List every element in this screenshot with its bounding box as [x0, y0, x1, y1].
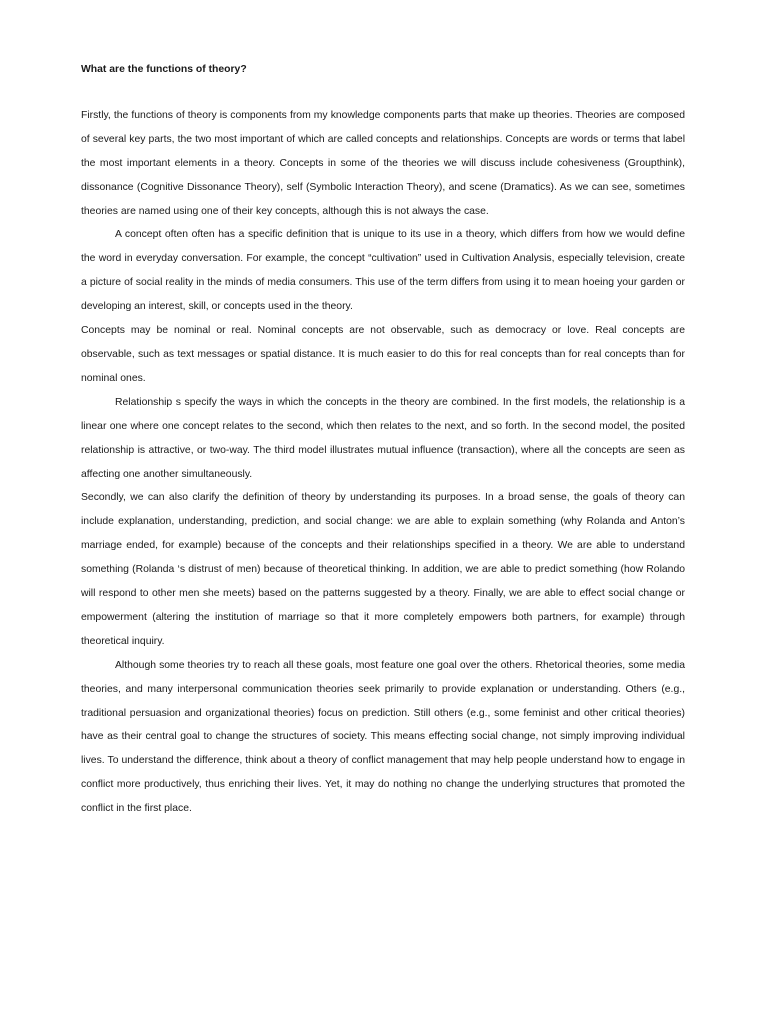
paragraph-1: Firstly, the functions of theory is components from my knowledge components parts that make up theories. Theories are composed of several key parts, the two most important of which are called concepts and relationships. Concepts are words or terms that label the most important elements in a theory. Concepts in some of the theories we will discuss include cohesiveness (Groupthink), dissonance (Cognitive Dissonance Theory), self (Symbolic Interaction Theory), and scene (Dramatics). As we can see, sometimes theories are named using one of their key concepts, although this is not always the case.	[81, 109, 685, 217]
paragraph-3: Concepts may be nominal or real. Nominal concepts are not observable, such as democracy or love. Real concepts are observable, such as text messages or spatial distance. It is much easier to do this for real concepts than for real concepts than for nominal ones.	[81, 325, 685, 384]
document-title: What are the functions of theory?	[81, 64, 247, 75]
paragraph-2: A concept often often has a specific definition that is unique to its use in a theory, which differs from how we would define the word in everyday conversation. For example, the concept “cultivation” used in Cultivation Analysis, especially television, create a picture of social reality in the minds of media consumers. This use of the term differs from using it to mean hoeing your garden or developing an interest, skill, or concepts used in the theory.	[81, 229, 685, 313]
title-spacer	[81, 82, 685, 104]
paragraph-6: Although some theories try to reach all these goals, most feature one goal over the others. Rhetorical theories, some media theories, and many interpersonal communication theories seek primarily to provide explanation or understanding. Others (e.g., traditional persuasion and organizational theories) focus on prediction. Still others (e.g., some feminist and other critical theories) have as their central goal to change the structures of society. This means effecting social change, not simply improving individual lives. To understand the difference, think about a theory of conflict management that may help people understand how to engage in conflict more productively, thus enriching their lives. Yet, it may do nothing no change the underlying structures that promoted the conflict in the first place.	[81, 659, 685, 815]
paragraph-4: Relationship s specify the ways in which the concepts in the theory are combined. In the first models, the relationship is a linear one where one concept relates to the second, which then relates to the next, and so forth. In the second model, the posited relationship is attractive, or two-way. The third model illustrates mutual influence (transaction), where all the concepts are seen as affecting one another simultaneously.	[81, 396, 685, 480]
paragraph-5: Secondly, we can also clarify the definition of theory by understanding its purposes. In a broad sense, the goals of theory can include explanation, understanding, prediction, and social change: we are able to explain something (why Rolanda and Anton’s marriage ended, for example) because of the concepts and their relationships specified in a theory. We are able to understand something (Rolanda ‘s distrust of men) because of theoretical thinking. In addition, we are able to predict something (how Rolando will respond to other men she meets) based on the patterns suggested by a theory. Finally, we are able to effect social change or empowerment (altering the institution of marriage so that it more completely empowers both partners, for example) through theoretical inquiry.	[81, 492, 685, 647]
document-body	[81, 58, 685, 821]
